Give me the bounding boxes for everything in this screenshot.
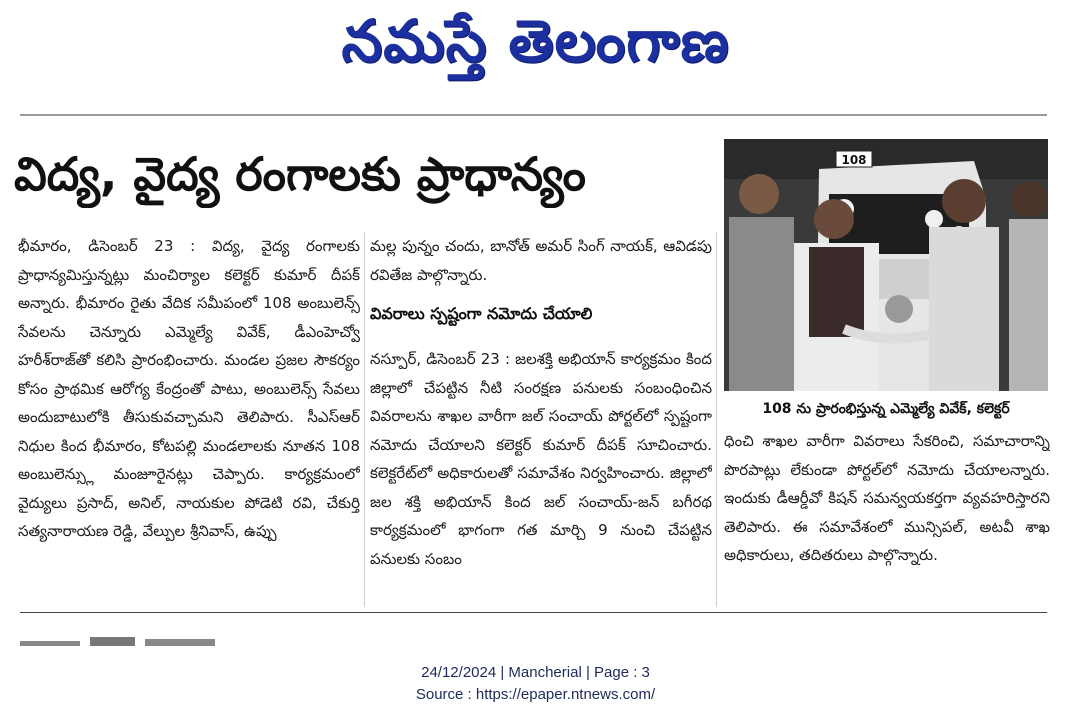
article-column-1 (18, 232, 360, 610)
footer-date-page: 24/12/2024 | Mancherial | Page : 3 (421, 664, 650, 681)
article-column-3 (724, 427, 1050, 607)
top-divider (20, 114, 1047, 116)
ambulance-number-label: 108 (841, 153, 867, 167)
bottom-divider (20, 612, 1047, 613)
footer-source: Source : https://epaper.ntnews.com/ (415, 686, 656, 703)
article-column-2 (370, 232, 712, 610)
page-footer (0, 662, 1071, 706)
inauguration-photo-illustration (724, 139, 1048, 391)
masthead (0, 0, 1071, 112)
cropped-next-headline (20, 632, 230, 646)
article-1-continuation: మల్ల పున్నం చందు, బానోత్ అమర్ సింగ్ నాయక్, ఆవిడపు రవితేజ పాల్గొన్నారు. (370, 237, 712, 284)
photo-caption: 108 ను ప్రారంభిస్తున్న ఎమ్మెల్యే వివేక్, కలెక్టర్ (762, 401, 1010, 417)
column-divider (364, 232, 365, 607)
article-2-continuation: ధించి శాఖల వారీగా వివరాలు సేకరించి, సమాచారాన్ని పొరపాట్లు లేకుండా పోర్టల్‌లో నమోదు చేయాలన్నారు. ఇందుకు డీఆర్డీవో కిషన్ సమన్వయకర్తగా వ్యవహరిస్తారని తెలిపారు. ఈ సమావేశంలో మున్సిపల్, అటవీ శాఖ అధికారులు, తదితరులు పాల్గొన్నారు. (724, 432, 1050, 564)
article-1-body: భీమారం, డిసెంబర్ 23 : విద్య, వైద్య రంగాలకు ప్రాధాన్యమిస్తున్నట్లు మంచిర్యాల కలెక్టర్ కుమార్ దీపక్ అన్నారు. భీమారం రైతు వేదిక సమీపంలో 108 అంబులెన్స్ సేవలను చెన్నూరు ఎమ్మెల్యే వివేక్, డీఎంహెచ్వో హరీశ్‌రాజ్‌తో కలిసి ప్రారంభించారు. మండల ప్రజల సౌకర్యం కోసం ప్రాథమిక ఆరోగ్య కేంద్రంతో పాటు, అంబులెన్స్ సేవలు అందుబాటులోకి తీసుకువచ్చామని తెలిపారు. సీఎస్ఆర్ నిధుల కింద భీమారం, కోటపల్లి మండలాలకు నూతన 108 అంబులెన్స్లు మంజూరైనట్లు చెప్పారు. కార్యక్రమంలో వైద్యులు ప్రసాద్, అనిల్, నాయకుల పోడెటి రవి, చేకుర్తి సత్యనారాయణ రెడ్డి, వేల్పుల శ్రీనివాస్, ఉప్పు (18, 237, 360, 540)
article-2-body: నస్పూర్, డిసెంబర్ 23 : జలశక్తి అభియాన్ కార్యక్రమం కింద జిల్లాలో చేపట్టిన నీటి సంరక్షణ పనులకు సంబంధించిన వివరాలను శాఖల వారీగా జల్ సంచాయ్ పోర్టల్‌లో స్పష్టంగా నమోదు చేయాలని కలెక్టర్ కుమార్ దీపక్ సూచించారు. కలెక్టరేట్‌లో అధికారులతో సమావేశం నిర్వహించారు. జిల్లాలో జల శక్తి అభియాన్ కింద జల్ సంచాయ్-జన్ బగీరథ కార్యక్రమంలో భాగంగా గత మార్చి 9 నుంచి చేపట్టిన పనులకు సంబం (370, 350, 712, 568)
article-2-subheading: వివరాలు స్పష్టంగా నమోదు చేయాలి (370, 304, 593, 323)
article-headline: విద్య, వైద్య రంగాలకు ప్రాధాన్యం (14, 147, 586, 201)
newspaper-title: నమస్తే తెలంగాణ (341, 7, 730, 75)
news-photo (724, 139, 1048, 391)
column-divider (716, 232, 717, 607)
